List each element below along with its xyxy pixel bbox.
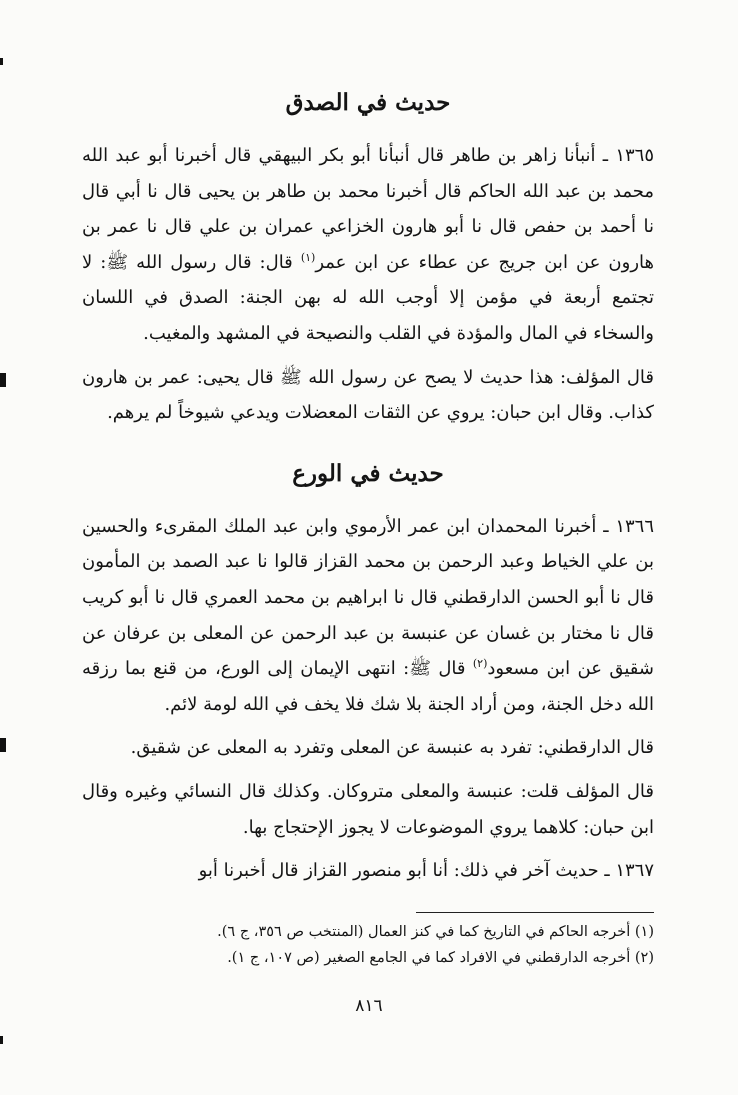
section-heading: حديث في الصدق xyxy=(285,89,451,116)
daraqutni-comment: قال الدارقطني: تفرد به عنبسة عن المعلى وتفرد به المعلى عن شقيق. xyxy=(130,737,654,759)
hadith-1366 xyxy=(82,509,654,723)
hadith-text-tail: قال: قال رسول الله ﷺ: لا تجتمع أربعة في مؤمن إلا أوجب الله له بهن الجنة: الصدق في اللسان والسخاء في المال والمؤدة في القلب والنصيحة في المشهد والمغيب. xyxy=(82,251,654,344)
page-body xyxy=(82,78,654,889)
hadith-text-tail: قال ﷺ: انتهى الإيمان إلى الورع، من قنع بما رزقه الله دخل الجنة، ومن أراد الجنة بلا شك فلا يخف في الله لومة لائم. xyxy=(82,658,654,715)
section-heading: حديث في الورع xyxy=(292,459,444,487)
page-number: ٨١٦ xyxy=(355,996,383,1016)
footnote-1: (١) أخرجه الحاكم في التاريخ كما في كنز العمال (المنتخب ص ٣٥٦، ج ٦). xyxy=(217,924,654,940)
scan-mark xyxy=(0,373,6,387)
hadith-1365 xyxy=(82,138,654,352)
author-comment: قال المؤلف: هذا حديث لا يصح عن رسول الله ﷺ قال يحيى: عمر بن هارون كذاب. وقال ابن حبان: يروي عن الثقات المعضلات ويدعي شيوخاً لم يرهم. xyxy=(82,366,654,424)
author-comment: قال المؤلف قلت: عنبسة والمعلى متروكان. وكذلك قال النسائي وغيره وقال ابن حبان: كلاهما يروي الموضوعات لا يجوز الإحتجاج بها. xyxy=(82,780,654,838)
hadith-text: ١٣٦٥ ـ أنبأنا زاهر بن طاهر قال أنبأنا أبو بكر البيهقي قال أخبرنا أبو عبد الله محمد بن عبد الله الحاكم قال أخبرنا محمد بن طاهر بن يحيى قال نا أبي قال نا أحمد بن حفص قال نا أبو هارون الخزاعي عمران بن علي قال نا عمر بن هارون عن ابن جريج عن عطاء عن ابن عمر xyxy=(82,145,654,273)
scan-mark xyxy=(0,58,3,65)
footnote-divider xyxy=(416,912,654,913)
hadith-text: ١٣٦٦ ـ أخبرنا المحمدان ابن عمر الأرموي وابن عبد الملك المقرىء والحسين بن علي الخياط وعبد الرحمن بن محمد القزاز قالوا نا عبد الصمد بن المأمون قال نا أبو الحسن الدارقطني قال نا ابراهيم بن محمد العمري قال نا أبو كريب قال نا مختار بن غسان عن عنبسة بن عبد الرحمن عن المعلى بن عرفان عن شقيق عن ابن مسعود xyxy=(82,515,654,680)
hadith-1367: ١٣٦٧ ـ حديث آخر في ذلك: أنا أبو منصور القزاز قال أخبرنا أبو xyxy=(198,860,654,882)
footnote-ref: (٢) xyxy=(472,657,488,671)
footnote-ref: (١) xyxy=(300,250,316,264)
scan-mark xyxy=(0,1036,3,1044)
footnotes xyxy=(82,912,654,971)
footnote-2: (٢) أخرجه الدارقطني في الافراد كما في الجامع الصغير (ص ١٠٧، ج ١). xyxy=(227,950,654,966)
scan-mark xyxy=(0,738,6,752)
